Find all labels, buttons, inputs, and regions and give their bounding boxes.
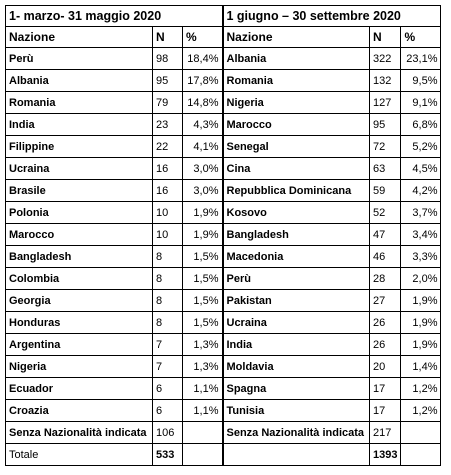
nationality-table-container bbox=[5, 5, 441, 466]
period1-count: 79 bbox=[153, 92, 183, 114]
period2-percent: 1,9% bbox=[401, 334, 441, 356]
period1-percent: 4,3% bbox=[183, 114, 223, 136]
period1-count: 7 bbox=[153, 356, 183, 378]
period2-no-nationality-percent bbox=[401, 422, 441, 444]
col-header-pct-1: % bbox=[183, 27, 223, 48]
period2-percent: 4,5% bbox=[401, 158, 441, 180]
period2-count: 26 bbox=[370, 334, 401, 356]
col-header-nazione-1: Nazione bbox=[6, 27, 153, 48]
period2-count: 52 bbox=[370, 202, 401, 224]
period2-percent: 3,4% bbox=[401, 224, 441, 246]
period1-count: 7 bbox=[153, 334, 183, 356]
period2-country: Macedonia bbox=[223, 246, 370, 268]
table-row bbox=[6, 70, 441, 92]
period2-country: Moldavia bbox=[223, 356, 370, 378]
period2-country: Albania bbox=[223, 48, 370, 70]
table-row bbox=[6, 400, 441, 422]
period1-percent: 4,1% bbox=[183, 136, 223, 158]
period2-percent: 1,4% bbox=[401, 356, 441, 378]
table-row bbox=[6, 136, 441, 158]
period2-count: 17 bbox=[370, 378, 401, 400]
period2-count: 95 bbox=[370, 114, 401, 136]
table-row bbox=[6, 268, 441, 290]
period1-count: 98 bbox=[153, 48, 183, 70]
table-row bbox=[6, 180, 441, 202]
total-row bbox=[6, 444, 441, 466]
period1-percent: 1,5% bbox=[183, 290, 223, 312]
col-header-n-1: N bbox=[153, 27, 183, 48]
table-row bbox=[6, 92, 441, 114]
period2-country: Romania bbox=[223, 70, 370, 92]
period2-count: 47 bbox=[370, 224, 401, 246]
period1-count: 10 bbox=[153, 202, 183, 224]
period1-count: 22 bbox=[153, 136, 183, 158]
table-row bbox=[6, 290, 441, 312]
period1-country: Croazia bbox=[6, 400, 153, 422]
period2-country: Nigeria bbox=[223, 92, 370, 114]
table-row bbox=[6, 158, 441, 180]
period1-count: 95 bbox=[153, 70, 183, 92]
period1-country: Perù bbox=[6, 48, 153, 70]
period1-percent: 3,0% bbox=[183, 180, 223, 202]
period1-country: Bangladesh bbox=[6, 246, 153, 268]
period1-no-nationality-label: Senza Nazionalità indicata bbox=[6, 422, 153, 444]
period1-country: Georgia bbox=[6, 290, 153, 312]
period1-percent: 1,3% bbox=[183, 356, 223, 378]
period1-total-label: Totale bbox=[6, 444, 153, 466]
period1-no-nationality-percent bbox=[183, 422, 223, 444]
period1-percent: 1,5% bbox=[183, 268, 223, 290]
table-body bbox=[6, 6, 441, 466]
period1-country: Colombia bbox=[6, 268, 153, 290]
period1-country: Nigeria bbox=[6, 356, 153, 378]
period1-total-percent bbox=[183, 444, 223, 466]
table-row bbox=[6, 356, 441, 378]
period1-percent: 1,9% bbox=[183, 202, 223, 224]
period1-count: 10 bbox=[153, 224, 183, 246]
period2-percent: 9,1% bbox=[401, 92, 441, 114]
period1-country: Brasile bbox=[6, 180, 153, 202]
table-row bbox=[6, 378, 441, 400]
period2-country: Kosovo bbox=[223, 202, 370, 224]
period1-count: 6 bbox=[153, 400, 183, 422]
period2-percent: 9,5% bbox=[401, 70, 441, 92]
period2-percent: 4,2% bbox=[401, 180, 441, 202]
period2-count: 72 bbox=[370, 136, 401, 158]
period2-count: 27 bbox=[370, 290, 401, 312]
no-nationality-row bbox=[6, 422, 441, 444]
period1-country: Polonia bbox=[6, 202, 153, 224]
period1-country: Ecuador bbox=[6, 378, 153, 400]
period2-percent: 3,7% bbox=[401, 202, 441, 224]
table-row bbox=[6, 312, 441, 334]
period2-percent: 6,8% bbox=[401, 114, 441, 136]
period1-count: 6 bbox=[153, 378, 183, 400]
period2-percent: 23,1% bbox=[401, 48, 441, 70]
period1-count: 8 bbox=[153, 268, 183, 290]
period1-percent: 1,3% bbox=[183, 334, 223, 356]
period1-title: 1- marzo- 31 maggio 2020 bbox=[6, 6, 223, 27]
period1-count: 8 bbox=[153, 312, 183, 334]
period1-count: 16 bbox=[153, 158, 183, 180]
period2-country: Marocco bbox=[223, 114, 370, 136]
nationality-table bbox=[5, 5, 441, 466]
period2-country: Pakistan bbox=[223, 290, 370, 312]
period1-count: 23 bbox=[153, 114, 183, 136]
table-row bbox=[6, 224, 441, 246]
period2-count: 63 bbox=[370, 158, 401, 180]
period1-country: Argentina bbox=[6, 334, 153, 356]
period1-percent: 1,9% bbox=[183, 224, 223, 246]
period-title-row bbox=[6, 6, 441, 27]
period2-count: 59 bbox=[370, 180, 401, 202]
period1-country: Albania bbox=[6, 70, 153, 92]
period1-count: 8 bbox=[153, 290, 183, 312]
period1-percent: 3,0% bbox=[183, 158, 223, 180]
col-header-nazione-2: Nazione bbox=[223, 27, 370, 48]
period1-count: 8 bbox=[153, 246, 183, 268]
period1-country: Filippine bbox=[6, 136, 153, 158]
period2-country: Repubblica Dominicana bbox=[223, 180, 370, 202]
period2-country: Tunisia bbox=[223, 400, 370, 422]
period2-percent: 3,3% bbox=[401, 246, 441, 268]
period2-count: 17 bbox=[370, 400, 401, 422]
period2-count: 132 bbox=[370, 70, 401, 92]
period2-percent: 1,9% bbox=[401, 290, 441, 312]
table-row bbox=[6, 334, 441, 356]
col-header-pct-2: % bbox=[401, 27, 441, 48]
period1-country: Marocco bbox=[6, 224, 153, 246]
period2-total-count: 1393 bbox=[370, 444, 401, 466]
table-row bbox=[6, 114, 441, 136]
period2-country: India bbox=[223, 334, 370, 356]
period1-country: India bbox=[6, 114, 153, 136]
period2-title: 1 giugno – 30 settembre 2020 bbox=[223, 6, 441, 27]
period1-total-count: 533 bbox=[153, 444, 183, 466]
period2-country: Ucraina bbox=[223, 312, 370, 334]
period2-percent: 1,9% bbox=[401, 312, 441, 334]
period2-country: Bangladesh bbox=[223, 224, 370, 246]
period2-count: 26 bbox=[370, 312, 401, 334]
period2-country: Cina bbox=[223, 158, 370, 180]
period2-percent: 5,2% bbox=[401, 136, 441, 158]
period1-percent: 18,4% bbox=[183, 48, 223, 70]
period2-country: Senegal bbox=[223, 136, 370, 158]
period1-percent: 1,1% bbox=[183, 378, 223, 400]
period2-count: 46 bbox=[370, 246, 401, 268]
period2-count: 28 bbox=[370, 268, 401, 290]
period2-percent: 1,2% bbox=[401, 400, 441, 422]
period1-percent: 14,8% bbox=[183, 92, 223, 114]
period1-country: Ucraina bbox=[6, 158, 153, 180]
period2-country: Perù bbox=[223, 268, 370, 290]
period2-country: Spagna bbox=[223, 378, 370, 400]
period1-country: Romania bbox=[6, 92, 153, 114]
period2-count: 20 bbox=[370, 356, 401, 378]
period2-total-percent bbox=[401, 444, 441, 466]
table-row bbox=[6, 202, 441, 224]
period1-percent: 1,5% bbox=[183, 246, 223, 268]
table-row bbox=[6, 48, 441, 70]
period2-no-nationality-count: 217 bbox=[370, 422, 401, 444]
column-header-row bbox=[6, 27, 441, 48]
col-header-n-2: N bbox=[370, 27, 401, 48]
period1-no-nationality-count: 106 bbox=[153, 422, 183, 444]
period2-total-label bbox=[223, 444, 370, 466]
period2-count: 322 bbox=[370, 48, 401, 70]
period2-percent: 2,0% bbox=[401, 268, 441, 290]
table-row bbox=[6, 246, 441, 268]
period1-percent: 1,5% bbox=[183, 312, 223, 334]
period2-count: 127 bbox=[370, 92, 401, 114]
period1-percent: 1,1% bbox=[183, 400, 223, 422]
period1-country: Honduras bbox=[6, 312, 153, 334]
period2-percent: 1,2% bbox=[401, 378, 441, 400]
period2-no-nationality-label: Senza Nazionalità indicata bbox=[223, 422, 370, 444]
period1-percent: 17,8% bbox=[183, 70, 223, 92]
period1-count: 16 bbox=[153, 180, 183, 202]
